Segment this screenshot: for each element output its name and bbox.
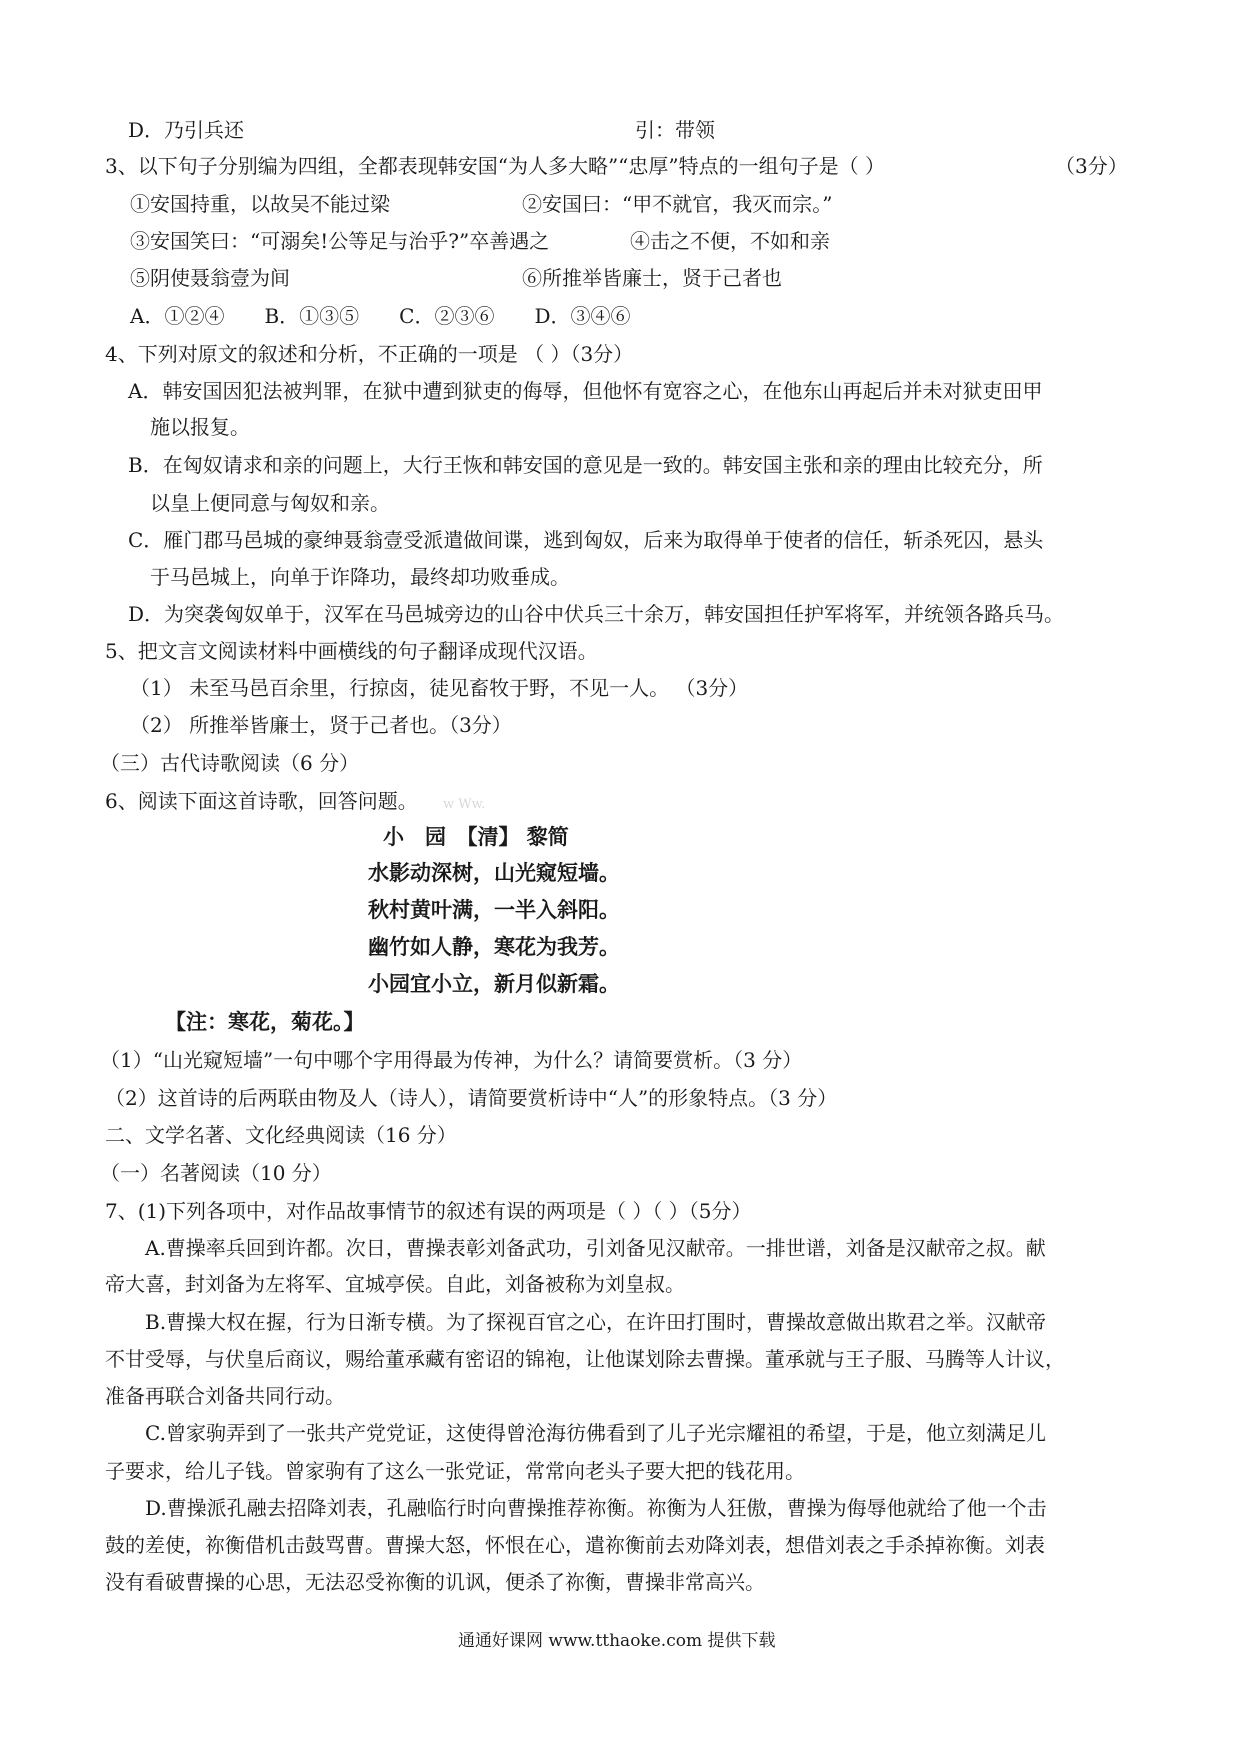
q7-stem: 7、(1)下列各项中，对作品故事情节的叙述有误的两项是（ ）（ ）（5分） xyxy=(105,1199,752,1223)
section-heading-poetry: （三）古代诗歌阅读（6 分） xyxy=(100,751,360,775)
q4-option-b-line-2: 以皇上便同意与匈奴和亲。 xyxy=(150,491,390,515)
q4-option-d: D．为突袭匈奴单于，汉军在马邑城旁边的山谷中伏兵三十余万，韩安国担任护军将军，并统领各路兵马。 xyxy=(128,602,1065,626)
q4-option-c-line-2: 于马邑城上，向单于诈降功，最终却功败垂成。 xyxy=(150,565,570,589)
poem-note: 【注：寒花，菊花。】 xyxy=(165,1010,365,1034)
q4-option-c-line-1: C．雁门郡马邑城的豪绅聂翁壹受派遣做间谍，逃到匈奴，后来为取得单于使者的信任，斩杀死囚，悬头 xyxy=(128,528,1044,552)
q3-sentence-2: ②安国曰：“甲不就官，我灭而宗。” xyxy=(522,192,833,216)
q6-subquestion-1: （1）“山光窥短墙”一句中哪个字用得最为传神，为什么？请简要赏析。（3 分） xyxy=(100,1048,803,1072)
poem-line-1: 水影动深树，山光窥短墙。 xyxy=(368,861,620,885)
q6-watermark: w Ww. xyxy=(443,797,486,812)
poem-line-2: 秋村黄叶满，一半入斜阳。 xyxy=(368,898,620,922)
q4-option-a-line-2: 施以报复。 xyxy=(150,415,250,439)
q7-option-c-line-1: C.曾家驹弄到了一张共产党党证，这使得曾沧海彷佛看到了儿子光宗耀祖的希望，于是，他立刻满足儿 xyxy=(145,1421,1046,1445)
q3-sentence-1: ①安国持重，以故吴不能过梁 xyxy=(130,192,390,216)
q4-stem: 4、下列对原文的叙述和分析，不正确的一项是 （ ）（3分） xyxy=(105,342,634,366)
poem-line-3: 幽竹如人静，寒花为我芳。 xyxy=(368,935,620,959)
q3-sentence-6: ⑥所推举皆廉士，贤于己者也 xyxy=(522,266,782,290)
q3-sentence-3: ③安国笑曰：“可溺矣!公等足与治乎?”卒善遇之 xyxy=(130,229,550,253)
page-footer: 通通好课网 www.tthaoke.com 提供下载 xyxy=(458,1631,776,1651)
q4-option-b-line-1: B．在匈奴请求和亲的问题上，大行王恢和韩安国的意见是一致的。韩安国主张和亲的理由比较充分，所 xyxy=(128,453,1043,477)
q7-option-d-line-2: 鼓的差使，祢衡借机击鼓骂曹。曹操大怒，怀恨在心，遣祢衡前去劝降刘表，想借刘表之手杀掉祢衡。刘表 xyxy=(105,1533,1045,1557)
q7-option-a-line-1: A.曹操率兵回到许都。次日，曹操表彰刘备武功，引刘备见汉献帝。一排世谱，刘备是汉献帝之叔。献 xyxy=(145,1236,1046,1260)
q3-sentence-5: ⑤阴使聂翁壹为间 xyxy=(130,266,290,290)
q7-option-b-line-2: 不甘受辱，与伏皇后商议，赐给董承藏有密诏的锦袍，让他谋划除去曹操。董承就与王子服、马腾等人计议， xyxy=(105,1347,1065,1371)
poem-title: 小 园 【清】 黎简 xyxy=(383,825,569,849)
q3-stem: 3、以下句子分别编为四组，全都表现韩安国“为人多大略”“忠厚”特点的一组句子是（ ） xyxy=(105,154,885,178)
q7-option-d-line-3: 没有看破曹操的心思，无法忍受祢衡的讥讽，便杀了祢衡，曹操非常高兴。 xyxy=(105,1570,765,1594)
q6-subquestion-2: （2）这首诗的后两联由物及人（诗人），请简要赏析诗中“人”的形象特点。（3 分） xyxy=(105,1086,838,1110)
q7-option-b-line-3: 准备再联合刘备共同行动。 xyxy=(105,1384,345,1408)
q2-option-d-gloss: 引：带领 xyxy=(635,118,715,142)
q3-choices: A．①②④ B．①③⑤ C．②③⑥ D．③④⑥ xyxy=(130,304,631,328)
q4-option-a-line-1: A．韩安国因犯法被判罪，在狱中遭到狱吏的侮辱，但他怀有宽容之心，在他东山再起后并未对狱吏田甲 xyxy=(128,379,1043,403)
q6-stem: 6、阅读下面这首诗歌，回答问题。 xyxy=(105,789,418,813)
q5-sentence-1: （1） 未至马邑百余里，行掠卤，徒见畜牧于野，不见一人。 （3分） xyxy=(130,676,749,700)
part-2-sub-heading: （一）名著阅读（10 分） xyxy=(100,1161,332,1185)
q3-score: （3分） xyxy=(1055,154,1128,178)
q2-option-d-text: D．乃引兵还 xyxy=(128,118,245,142)
q7-option-d-line-1: D.曹操派孔融去招降刘表，孔融临行时向曹操推荐祢衡。祢衡为人狂傲，曹操为侮辱他就给了他一个击 xyxy=(145,1496,1047,1520)
poem-line-4: 小园宜小立，新月似新霜。 xyxy=(368,972,620,996)
part-2-heading: 二、文学名著、文化经典阅读（16 分） xyxy=(105,1123,457,1147)
q7-option-c-line-2: 子要求，给儿子钱。曾家驹有了这么一张党证，常常向老头子要大把的钱花用。 xyxy=(105,1459,805,1483)
q3-sentence-4: ④击之不便，不如和亲 xyxy=(630,229,830,253)
q5-sentence-2: （2） 所推举皆廉士，贤于己者也。（3分） xyxy=(130,713,512,737)
q7-option-b-line-1: B.曹操大权在握，行为日渐专横。为了探视百官之心，在许田打围时，曹操故意做出欺君之举。汉献帝 xyxy=(145,1310,1047,1334)
q5-stem: 5、把文言文阅读材料中画横线的句子翻译成现代汉语。 xyxy=(105,639,598,663)
q7-option-a-line-2: 帝大喜，封刘备为左将军、宜城亭侯。自此，刘备被称为刘皇叔。 xyxy=(105,1272,685,1296)
